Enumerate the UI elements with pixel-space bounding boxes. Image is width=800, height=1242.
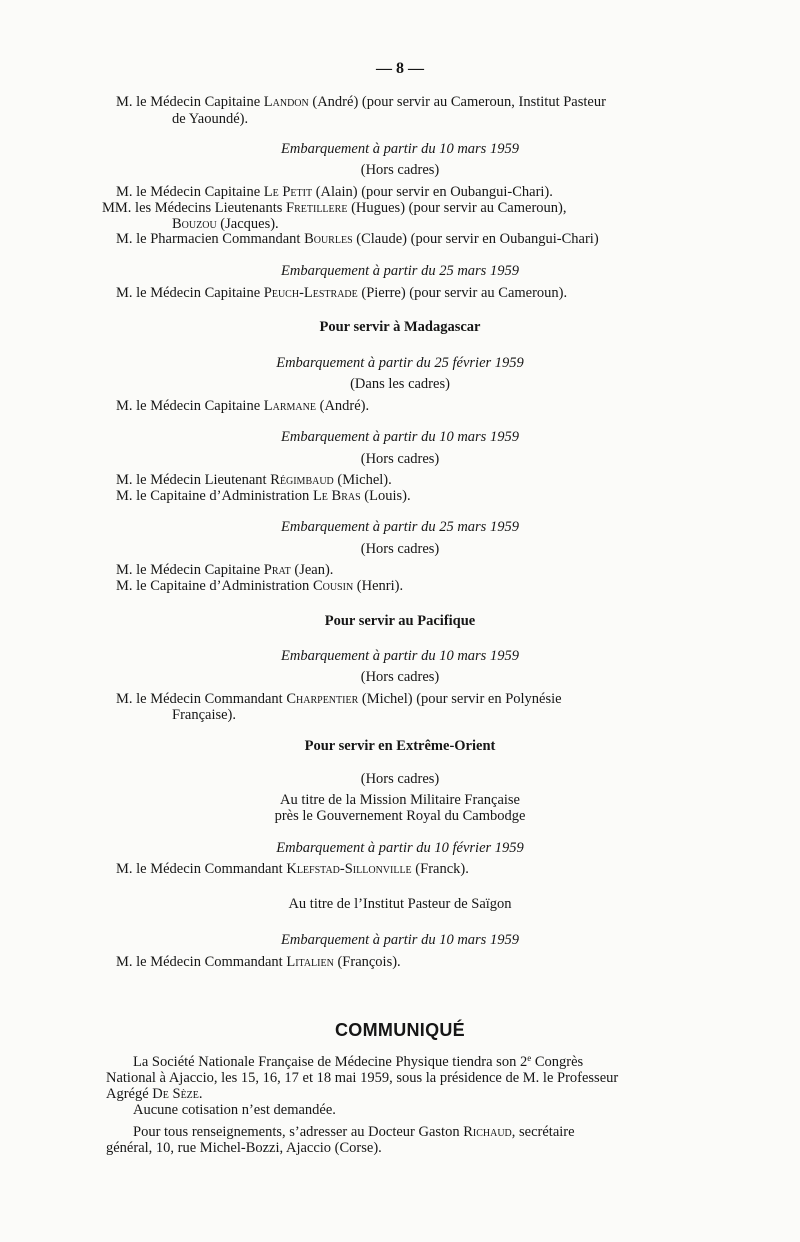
entry-fretillere: MM. les Médecins Lieutenants Fretillere (Hugues) (pour servir au Cameroun), xyxy=(102,200,567,216)
entry-charpentier-cont: Française). xyxy=(172,707,237,723)
surname: Peuch-Lestrade xyxy=(263,285,358,301)
section-heading-pacifique: Pour servir au Pacifique xyxy=(324,613,476,629)
communique-line: La Société Nationale Française de Médecine Physique tiendra son 2e Congrès xyxy=(133,1053,584,1070)
cadre-note: (Hors cadres) xyxy=(360,669,440,685)
entry-cousin: M. le Capitaine d’Administration Cousin (Henri). xyxy=(116,578,404,594)
cadre-note: (Hors cadres) xyxy=(360,162,440,178)
entry-landon: M. le Médecin Capitaine Landon (André) (pour servir au Cameroun, Institut Pasteur xyxy=(116,94,606,110)
communique-line: National à Ajaccio, les 15, 16, 17 et 18 mai 1959, sous la présidence de M. le Professeur xyxy=(106,1070,619,1086)
entry-prat: M. le Médecin Capitaine Prat (Jean). xyxy=(116,562,334,578)
entry-landon-cont: de Yaoundé). xyxy=(172,111,249,127)
assignment-title: près le Gouvernement Royal du Cambodge xyxy=(274,808,526,824)
entry-le-bras: M. le Capitaine d’Administration Le Bras (Louis). xyxy=(116,488,411,504)
section-heading-extreme-orient: Pour servir en Extrême-Orient xyxy=(304,738,496,754)
entry-le-petit: M. le Médecin Capitaine Le Petit (Alain) (pour servir en Oubangui-Chari). xyxy=(116,184,553,200)
surname: Bouzou xyxy=(172,216,217,232)
embarkation-heading: Embarquement à partir du 10 mars 1959 xyxy=(281,648,519,664)
entry-charpentier: M. le Médecin Commandant Charpentier (Michel) (pour servir en Polynésie xyxy=(116,691,562,707)
surname: Larmane xyxy=(263,398,316,414)
cadre-note: (Hors cadres) xyxy=(360,771,440,787)
surname: Prat xyxy=(263,562,291,578)
surname: De Sèze xyxy=(152,1086,199,1102)
surname: Klefstad-Sillonville xyxy=(286,861,412,877)
cadre-note: (Hors cadres) xyxy=(360,541,440,557)
entry-larmane: M. le Médecin Capitaine Larmane (André). xyxy=(116,398,370,414)
surname: Litalien xyxy=(286,954,334,970)
communique-line: général, 10, rue Michel-Bozzi, Ajaccio (Corse). xyxy=(106,1140,382,1156)
embarkation-heading: Embarquement à partir du 10 mars 1959 xyxy=(281,141,519,157)
cadre-note: (Dans les cadres) xyxy=(350,376,450,392)
embarkation-heading: Embarquement à partir du 25 mars 1959 xyxy=(281,263,519,279)
communique-line: Aucune cotisation n’est demandée. xyxy=(133,1102,336,1118)
surname: Cousin xyxy=(312,578,354,594)
surname: Charpentier xyxy=(286,691,359,707)
embarkation-heading: Embarquement à partir du 25 février 1959 xyxy=(276,355,524,371)
surname: Régimbaud xyxy=(270,472,334,488)
entry-litalien: M. le Médecin Commandant Litalien (François). xyxy=(116,954,401,970)
embarkation-heading: Embarquement à partir du 10 février 1959 xyxy=(276,840,524,856)
communique-line: Pour tous renseignements, s’adresser au Docteur Gaston Richaud, secrétaire xyxy=(133,1124,575,1140)
page-number: — 8 — xyxy=(376,60,424,77)
cadre-note: (Hors cadres) xyxy=(360,451,440,467)
surname: Fretillere xyxy=(286,200,348,216)
surname: Le Bras xyxy=(312,488,361,504)
surname: Richaud xyxy=(463,1124,512,1140)
entry-klefstad-sillonville: M. le Médecin Commandant Klefstad-Sillonville (Franck). xyxy=(116,861,469,877)
section-heading-madagascar: Pour servir à Madagascar xyxy=(319,319,481,335)
communique-title: COMMUNIQUÉ xyxy=(335,1020,465,1040)
assignment-title: Au titre de l’Institut Pasteur de Saïgon xyxy=(288,896,512,912)
entry-regimbaud: M. le Médecin Lieutenant Régimbaud (Michel). xyxy=(116,472,392,488)
assignment-title: Au titre de la Mission Militaire Française xyxy=(279,792,520,808)
communique-line: Agrégé De Sèze. xyxy=(106,1086,203,1102)
entry-peuch-lestrade: M. le Médecin Capitaine Peuch-Lestrade (Pierre) (pour servir au Cameroun). xyxy=(116,285,568,301)
embarkation-heading: Embarquement à partir du 10 mars 1959 xyxy=(281,932,519,948)
embarkation-heading: Embarquement à partir du 10 mars 1959 xyxy=(281,429,519,445)
entry-bourles: M. le Pharmacien Commandant Bourles (Claude) (pour servir en Oubangui-Chari) xyxy=(116,231,599,247)
surname: Landon xyxy=(263,94,309,110)
surname: Le Petit xyxy=(263,184,313,200)
embarkation-heading: Embarquement à partir du 25 mars 1959 xyxy=(281,519,519,535)
surname: Bourles xyxy=(304,231,353,247)
entry-bouzou: Bouzou (Jacques). xyxy=(172,216,279,232)
